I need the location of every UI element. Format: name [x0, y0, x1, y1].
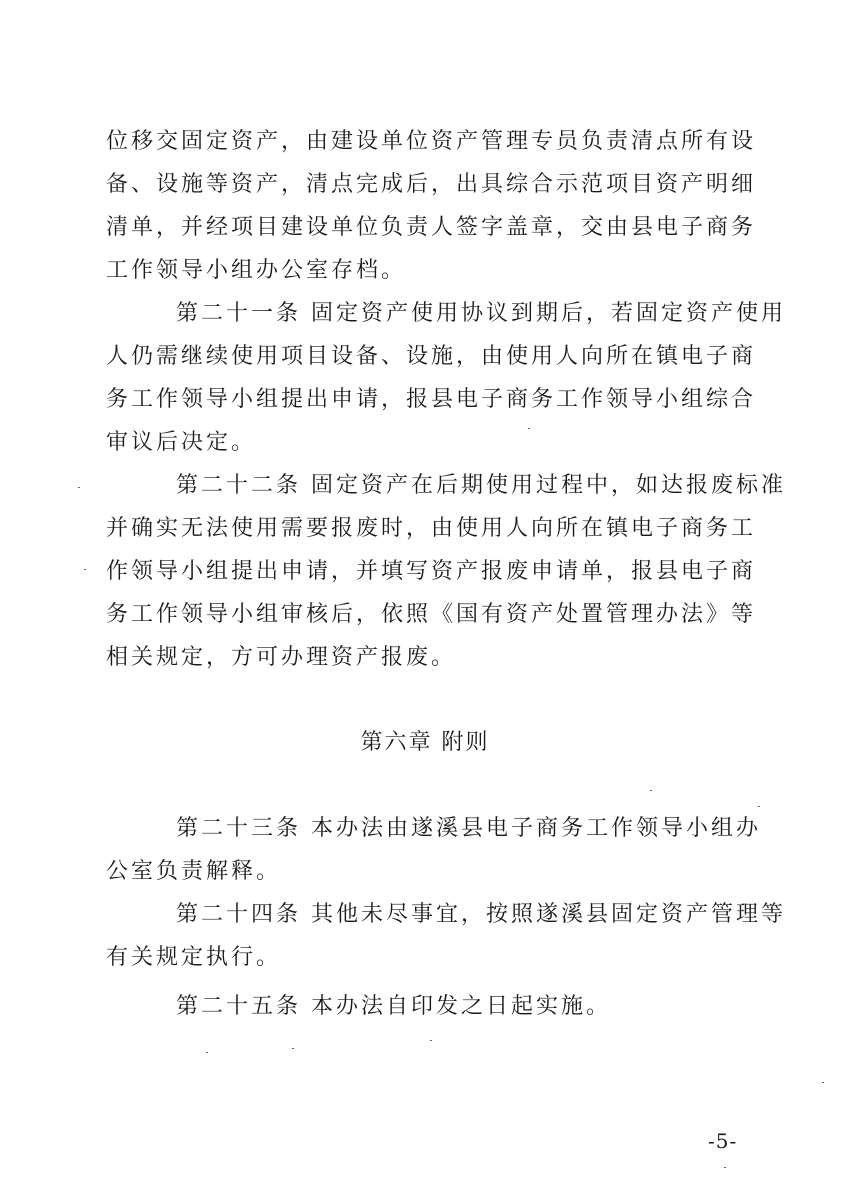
scan-speck: [822, 1082, 824, 1083]
article-24-line: 第二十四条 其他未尽事宜，按照遂溪县固定资产管理等: [176, 902, 786, 927]
scan-speck: [78, 487, 80, 488]
article-25-line: 第二十五条 本办法自印发之日起实施。: [176, 994, 611, 1019]
scan-speck: [206, 1052, 208, 1053]
paragraph-line: 务工作领导小组提出申请，报县电子商务工作领导小组综合: [106, 387, 757, 412]
scan-speck: [758, 806, 760, 807]
scan-speck: [430, 1040, 432, 1041]
paragraph-line: 位移交固定资产，由建设单位资产管理专员负责清点所有设: [106, 129, 757, 154]
paragraph-line: 相关规定，方可办理资产报废。: [106, 645, 457, 670]
paragraph-line: 并确实无法使用需要报废时，由使用人向所在镇电子商务工: [106, 516, 757, 541]
paragraph-line: 有关规定执行。: [106, 945, 282, 970]
paragraph-line: 公室负责解释。: [106, 859, 282, 884]
paragraph-line: 务工作领导小组审核后，依照《国有资产处置管理办法》等: [106, 602, 757, 627]
paragraph-line: 工作领导小组办公室存档。: [106, 258, 407, 283]
scan-speck: [724, 1167, 726, 1168]
article-22-line: 第二十二条 固定资产在后期使用过程中，如达报废标准: [176, 473, 786, 498]
chapter-heading: 第六章 附则: [360, 730, 490, 755]
scan-speck: [292, 1048, 294, 1049]
scan-speck: [84, 569, 86, 570]
paragraph-line: 审议后决定。: [106, 430, 257, 455]
article-23-line: 第二十三条 本办法由遂溪县电子商务工作领导小组办: [176, 816, 761, 841]
scan-speck: [650, 790, 652, 791]
scan-speck: [528, 428, 530, 429]
paragraph-line: 作领导小组提出申请，并填写资产报废申请单，报县电子商: [106, 559, 757, 584]
paragraph-line: 备、设施等资产，清点完成后，出具综合示范项目资产明细: [106, 172, 757, 197]
page-number: -5-: [708, 1129, 738, 1153]
paragraph-line: 人仍需继续使用项目设备、设施，由使用人向所在镇电子商: [106, 344, 757, 369]
article-21-line: 第二十一条 固定资产使用协议到期后，若固定资产使用: [176, 301, 786, 326]
paragraph-line: 清单，并经项目建设单位负责人签字盖章，交由县电子商务: [106, 215, 757, 240]
